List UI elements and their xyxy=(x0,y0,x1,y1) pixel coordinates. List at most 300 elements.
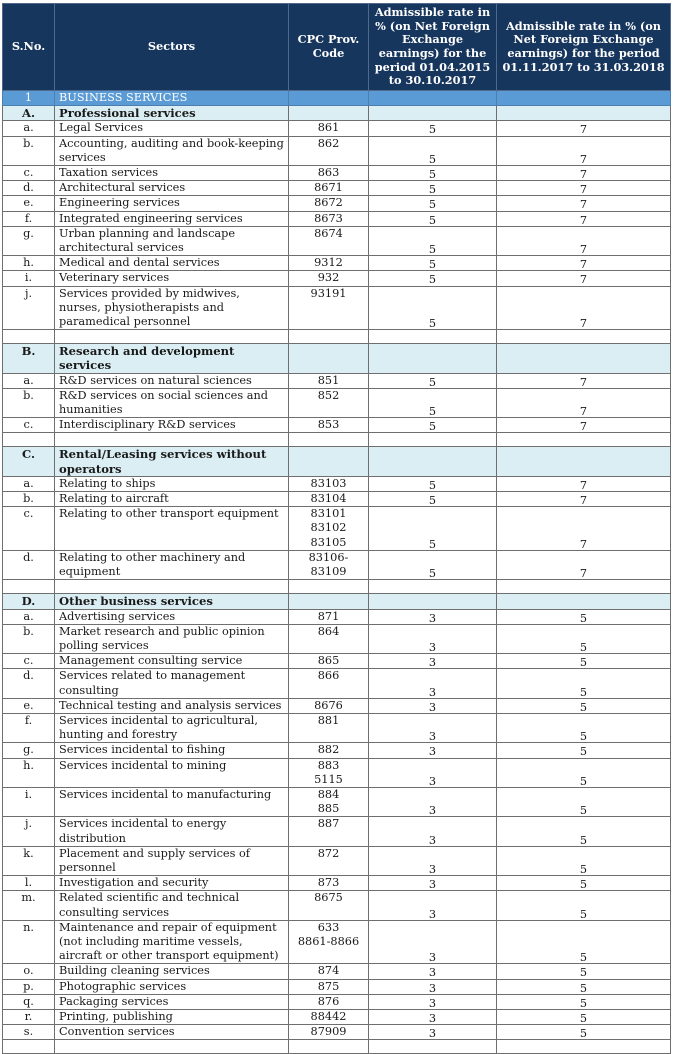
row-rate-2017-2018-value: 7 xyxy=(579,478,588,492)
row-rate-2015-2017-value: 3 xyxy=(428,656,437,669)
row-sno: n. xyxy=(3,920,55,964)
row-rate-2017-2018-value: 5 xyxy=(579,804,588,817)
row-rate-2015-2017 xyxy=(369,817,497,846)
row-rate-2017-2018-value: 5 xyxy=(579,611,588,625)
section-empty-cell xyxy=(369,344,497,373)
row-rate-2015-2017 xyxy=(369,1009,497,1024)
row-rate-2015-2017-value: 3 xyxy=(428,774,437,788)
row-rate-2015-2017 xyxy=(369,196,497,211)
row-rate-2015-2017 xyxy=(369,418,497,433)
row-rate-2015-2017 xyxy=(369,1025,497,1040)
row-cpc-code: 8672 xyxy=(289,196,369,211)
table-row xyxy=(3,743,671,758)
row-rate-2017-2018-value: 7 xyxy=(579,198,588,212)
row-rate-2015-2017-value: 3 xyxy=(428,833,437,847)
table-row xyxy=(3,758,671,787)
table-row xyxy=(3,669,671,698)
table-row xyxy=(3,698,671,713)
row-sector: Services incidental to agricultural, hunting and forestry xyxy=(55,713,289,742)
row-sector: Interdisciplinary R&D services xyxy=(55,418,289,433)
row-rate-2015-2017-value: 5 xyxy=(428,183,437,196)
table-row xyxy=(3,373,671,388)
category-label: BUSINESS SERVICES xyxy=(55,91,289,106)
row-rate-2017-2018 xyxy=(497,550,671,579)
row-rate-2015-2017-value: 5 xyxy=(428,405,437,418)
row-rate-2017-2018 xyxy=(497,181,671,196)
row-sno: k. xyxy=(3,846,55,875)
row-rate-2015-2017 xyxy=(369,226,497,255)
row-rate-2015-2017-value: 5 xyxy=(428,213,437,227)
row-sector: Taxation services xyxy=(55,166,289,181)
row-sno: c. xyxy=(3,418,55,433)
row-sector: Convention services xyxy=(55,1025,289,1040)
row-rate-2015-2017 xyxy=(369,964,497,979)
row-sno: d. xyxy=(3,669,55,698)
row-sector: Urban planning and landscape architectural services xyxy=(55,226,289,255)
row-sno: g. xyxy=(3,226,55,255)
row-sector: Accounting, auditing and book-keeping services xyxy=(55,136,289,165)
row-rate-2015-2017-value: 3 xyxy=(428,611,437,625)
table-row xyxy=(3,891,671,920)
row-cpc-code: 932 xyxy=(289,271,369,286)
row-sno: h. xyxy=(3,256,55,271)
row-rate-2015-2017-value: 5 xyxy=(428,273,437,287)
spacer-cell xyxy=(55,1040,289,1054)
section-letter: C. xyxy=(3,447,55,476)
row-rate-2015-2017 xyxy=(369,758,497,787)
row-sector: Architectural services xyxy=(55,181,289,196)
row-rate-2017-2018-value: 7 xyxy=(579,537,588,551)
row-rate-2017-2018-value: 7 xyxy=(579,123,588,137)
row-rate-2017-2018-value: 5 xyxy=(579,700,588,714)
spacer-cell xyxy=(3,330,55,344)
section-empty-cell xyxy=(369,447,497,476)
row-rate-2017-2018 xyxy=(497,669,671,698)
row-cpc-code: 8671 xyxy=(289,181,369,196)
row-rate-2015-2017 xyxy=(369,166,497,181)
table-row xyxy=(3,226,671,255)
row-rate-2015-2017-value: 5 xyxy=(428,375,437,389)
row-sector: Relating to aircraft xyxy=(55,492,289,507)
row-rate-2017-2018-value: 5 xyxy=(579,640,588,654)
row-rate-2015-2017-value: 3 xyxy=(428,745,437,759)
section-heading-row xyxy=(3,106,671,121)
row-sno: q. xyxy=(3,994,55,1009)
row-rate-2017-2018 xyxy=(497,373,671,388)
section-title: Other business services xyxy=(55,594,289,609)
table-row xyxy=(3,196,671,211)
row-rate-2017-2018-value: 5 xyxy=(579,878,588,891)
row-sector: Relating to ships xyxy=(55,476,289,491)
row-rate-2017-2018 xyxy=(497,211,671,226)
spacer-row xyxy=(3,433,671,447)
row-rate-2015-2017 xyxy=(369,609,497,624)
row-rate-2017-2018 xyxy=(497,713,671,742)
row-sector: Maintenance and repair of equipment (not including maritime vessels, aircraft or other transport equipment) xyxy=(55,920,289,964)
row-rate-2017-2018-value: 7 xyxy=(579,273,588,287)
table-row xyxy=(3,964,671,979)
row-rate-2017-2018 xyxy=(497,964,671,979)
row-rate-2015-2017 xyxy=(369,373,497,388)
row-rate-2015-2017 xyxy=(369,492,497,507)
table-row xyxy=(3,624,671,653)
row-rate-2017-2018-value: 5 xyxy=(579,685,588,699)
row-sector: Market research and public opinion polling services xyxy=(55,624,289,653)
row-rate-2017-2018-value: 7 xyxy=(579,375,588,389)
row-cpc-code: 881 xyxy=(289,713,369,742)
section-empty-cell xyxy=(497,447,671,476)
table-row xyxy=(3,550,671,579)
row-sector: Investigation and security xyxy=(55,876,289,891)
section-letter: B. xyxy=(3,344,55,373)
table-row xyxy=(3,654,671,669)
row-rate-2017-2018 xyxy=(497,271,671,286)
table-row xyxy=(3,609,671,624)
row-sector: Building cleaning services xyxy=(55,964,289,979)
spacer-row xyxy=(3,1040,671,1054)
section-heading-row xyxy=(3,344,671,373)
spacer-cell xyxy=(3,580,55,594)
row-rate-2017-2018-value: 5 xyxy=(579,862,588,876)
row-sno: a. xyxy=(3,609,55,624)
row-rate-2017-2018 xyxy=(497,994,671,1009)
row-sector: R&D services on social sciences and humanities xyxy=(55,388,289,417)
row-rate-2017-2018 xyxy=(497,507,671,551)
spacer-cell xyxy=(369,580,497,594)
row-sno: r. xyxy=(3,1009,55,1024)
header-cpc-code: CPC Prov. Code xyxy=(289,4,369,91)
row-sector: Medical and dental services xyxy=(55,256,289,271)
spacer-cell xyxy=(289,433,369,447)
row-cpc-code: 863 xyxy=(289,166,369,181)
row-rate-2017-2018 xyxy=(497,492,671,507)
row-sno: a. xyxy=(3,476,55,491)
row-rate-2017-2018-value: 5 xyxy=(579,774,588,788)
row-sno: c. xyxy=(3,166,55,181)
row-sno: c. xyxy=(3,507,55,551)
row-cpc-code: 8676 xyxy=(289,698,369,713)
category-empty-cell xyxy=(369,91,497,106)
table-row xyxy=(3,492,671,507)
row-rate-2017-2018-value: 5 xyxy=(579,730,588,743)
table-row xyxy=(3,181,671,196)
row-rate-2015-2017 xyxy=(369,624,497,653)
row-rate-2015-2017 xyxy=(369,876,497,891)
table-row xyxy=(3,507,671,551)
row-rate-2015-2017-value: 5 xyxy=(428,567,437,580)
row-rate-2015-2017 xyxy=(369,550,497,579)
row-rate-2017-2018 xyxy=(497,817,671,846)
section-letter: D. xyxy=(3,594,55,609)
row-rate-2015-2017 xyxy=(369,211,497,226)
row-rate-2015-2017 xyxy=(369,654,497,669)
row-rate-2015-2017-value: 3 xyxy=(428,640,437,654)
row-rate-2017-2018 xyxy=(497,196,671,211)
spacer-cell xyxy=(289,1040,369,1054)
row-rate-2017-2018 xyxy=(497,609,671,624)
row-sno: c. xyxy=(3,654,55,669)
row-rate-2015-2017-value: 5 xyxy=(428,258,437,271)
table-row xyxy=(3,1025,671,1040)
row-cpc-code: 8673 xyxy=(289,211,369,226)
row-rate-2017-2018-value: 7 xyxy=(579,567,588,580)
row-rate-2017-2018 xyxy=(497,286,671,330)
row-sector: Services incidental to energy distribution xyxy=(55,817,289,846)
row-rate-2017-2018 xyxy=(497,891,671,920)
row-sector: Management consulting service xyxy=(55,654,289,669)
row-rate-2015-2017-value: 3 xyxy=(428,878,437,891)
row-rate-2017-2018 xyxy=(497,136,671,165)
row-rate-2015-2017 xyxy=(369,698,497,713)
row-sno: o. xyxy=(3,964,55,979)
row-rate-2017-2018-value: 7 xyxy=(579,258,588,271)
spacer-cell xyxy=(497,1040,671,1054)
table-row xyxy=(3,979,671,994)
category-row xyxy=(3,91,671,106)
spacer-cell xyxy=(55,580,289,594)
row-rate-2017-2018 xyxy=(497,226,671,255)
spacer-cell xyxy=(55,330,289,344)
row-rate-2017-2018-value: 5 xyxy=(579,1011,588,1025)
row-sector: Veterinary services xyxy=(55,271,289,286)
row-rate-2015-2017-value: 3 xyxy=(428,981,437,995)
row-sno: b. xyxy=(3,492,55,507)
row-cpc-code: 884 885 xyxy=(289,787,369,816)
spacer-row xyxy=(3,580,671,594)
spacer-row xyxy=(3,330,671,344)
section-empty-cell xyxy=(497,344,671,373)
row-rate-2015-2017-value: 3 xyxy=(428,804,437,817)
row-cpc-code: 874 xyxy=(289,964,369,979)
row-rate-2017-2018 xyxy=(497,758,671,787)
row-sector: Photographic services xyxy=(55,979,289,994)
header-rate-2017-2018: Admissible rate in % (on Net Foreign Exchange earnings) for the period 01.11.2017 to 31.03.2018 xyxy=(497,4,671,91)
row-rate-2017-2018 xyxy=(497,418,671,433)
row-sno: a. xyxy=(3,373,55,388)
row-sno: f. xyxy=(3,713,55,742)
row-rate-2017-2018 xyxy=(497,979,671,994)
row-sector: Technical testing and analysis services xyxy=(55,698,289,713)
row-rate-2017-2018-value: 7 xyxy=(579,420,588,433)
row-rate-2015-2017 xyxy=(369,271,497,286)
row-cpc-code: 88442 xyxy=(289,1009,369,1024)
row-rate-2017-2018 xyxy=(497,121,671,136)
section-empty-cell xyxy=(289,594,369,609)
row-rate-2015-2017-value: 5 xyxy=(428,317,437,330)
row-rate-2015-2017-value: 5 xyxy=(428,494,437,507)
table-row xyxy=(3,136,671,165)
row-cpc-code: 853 xyxy=(289,418,369,433)
row-cpc-code: 872 xyxy=(289,846,369,875)
table-body xyxy=(3,91,671,1054)
row-cpc-code: 83101 83102 83105 xyxy=(289,507,369,551)
spacer-cell xyxy=(3,1040,55,1054)
row-rate-2015-2017-value: 3 xyxy=(428,862,437,876)
section-empty-cell xyxy=(289,106,369,121)
section-letter: A. xyxy=(3,106,55,121)
table-row xyxy=(3,388,671,417)
table-row xyxy=(3,920,671,964)
row-sector: R&D services on natural sciences xyxy=(55,373,289,388)
row-rate-2017-2018 xyxy=(497,787,671,816)
row-rate-2015-2017-value: 5 xyxy=(428,243,437,256)
row-cpc-code: 883 5115 xyxy=(289,758,369,787)
row-rate-2015-2017-value: 3 xyxy=(428,1027,437,1040)
row-cpc-code: 861 xyxy=(289,121,369,136)
spacer-cell xyxy=(369,330,497,344)
category-empty-cell xyxy=(289,91,369,106)
table-row xyxy=(3,846,671,875)
section-empty-cell xyxy=(497,594,671,609)
spacer-cell xyxy=(369,433,497,447)
section-empty-cell xyxy=(369,106,497,121)
category-empty-cell xyxy=(497,91,671,106)
spacer-cell xyxy=(289,330,369,344)
row-sector: Relating to other machinery and equipment xyxy=(55,550,289,579)
row-rate-2015-2017 xyxy=(369,713,497,742)
row-rate-2015-2017 xyxy=(369,669,497,698)
row-sno: b. xyxy=(3,136,55,165)
row-rate-2015-2017-value: 3 xyxy=(428,700,437,714)
row-sno: m. xyxy=(3,891,55,920)
row-rate-2015-2017-value: 5 xyxy=(428,152,437,166)
row-sector: Engineering services xyxy=(55,196,289,211)
row-rate-2017-2018-value: 5 xyxy=(579,996,588,1010)
row-cpc-code: 83103 xyxy=(289,476,369,491)
table-header xyxy=(3,4,671,91)
row-rate-2015-2017-value: 5 xyxy=(428,478,437,492)
row-cpc-code: 864 xyxy=(289,624,369,653)
row-rate-2015-2017-value: 5 xyxy=(428,198,437,212)
row-sno: b. xyxy=(3,624,55,653)
row-rate-2017-2018-value: 7 xyxy=(579,168,588,181)
row-cpc-code: 8674 xyxy=(289,226,369,255)
category-sno: 1 xyxy=(3,91,55,106)
row-sector: Services provided by midwives, nurses, physiotherapists and paramedical personnel xyxy=(55,286,289,330)
row-cpc-code: 862 xyxy=(289,136,369,165)
row-cpc-code: 87909 xyxy=(289,1025,369,1040)
row-cpc-code: 865 xyxy=(289,654,369,669)
row-rate-2015-2017 xyxy=(369,787,497,816)
row-rate-2015-2017-value: 3 xyxy=(428,996,437,1010)
section-empty-cell xyxy=(497,106,671,121)
row-sno: g. xyxy=(3,743,55,758)
row-rate-2015-2017-value: 3 xyxy=(428,966,437,980)
table-row xyxy=(3,787,671,816)
row-sno: i. xyxy=(3,271,55,286)
row-cpc-code: 9312 xyxy=(289,256,369,271)
row-rate-2015-2017 xyxy=(369,994,497,1009)
section-empty-cell xyxy=(289,447,369,476)
row-sno: e. xyxy=(3,196,55,211)
row-rate-2015-2017-value: 3 xyxy=(428,907,437,921)
row-cpc-code: 866 xyxy=(289,669,369,698)
row-rate-2017-2018 xyxy=(497,388,671,417)
table-row xyxy=(3,256,671,271)
row-rate-2015-2017-value: 3 xyxy=(428,685,437,699)
row-rate-2015-2017 xyxy=(369,476,497,491)
row-sector: Services incidental to fishing xyxy=(55,743,289,758)
spacer-cell xyxy=(497,433,671,447)
table-row xyxy=(3,211,671,226)
row-sno: i. xyxy=(3,787,55,816)
row-sno: f. xyxy=(3,211,55,226)
row-cpc-code: 887 xyxy=(289,817,369,846)
row-rate-2017-2018 xyxy=(497,743,671,758)
row-rate-2017-2018-value: 5 xyxy=(579,656,588,669)
row-cpc-code: 93191 xyxy=(289,286,369,330)
row-rate-2017-2018 xyxy=(497,920,671,964)
row-rate-2015-2017 xyxy=(369,256,497,271)
row-rate-2015-2017 xyxy=(369,846,497,875)
row-rate-2017-2018-value: 5 xyxy=(579,833,588,847)
row-sector: Printing, publishing xyxy=(55,1009,289,1024)
section-heading-row xyxy=(3,447,671,476)
row-rate-2015-2017-value: 5 xyxy=(428,420,437,433)
row-sno: h. xyxy=(3,758,55,787)
row-rate-2017-2018-value: 5 xyxy=(579,1027,588,1040)
row-rate-2017-2018-value: 7 xyxy=(579,317,588,330)
spacer-cell xyxy=(497,580,671,594)
row-rate-2017-2018-value: 7 xyxy=(579,152,588,166)
row-sector: Services incidental to mining xyxy=(55,758,289,787)
row-sno: d. xyxy=(3,550,55,579)
row-sno: p. xyxy=(3,979,55,994)
row-cpc-code: 875 xyxy=(289,979,369,994)
section-empty-cell xyxy=(369,594,497,609)
row-cpc-code: 83106- 83109 xyxy=(289,550,369,579)
row-rate-2015-2017-value: 5 xyxy=(428,168,437,181)
section-empty-cell xyxy=(289,344,369,373)
row-rate-2017-2018-value: 5 xyxy=(579,907,588,921)
row-cpc-code: 83104 xyxy=(289,492,369,507)
row-rate-2017-2018 xyxy=(497,624,671,653)
row-rate-2017-2018-value: 7 xyxy=(579,183,588,196)
row-sector: Services incidental to manufacturing xyxy=(55,787,289,816)
row-sector: Legal Services xyxy=(55,121,289,136)
row-sector: Advertising services xyxy=(55,609,289,624)
table-row xyxy=(3,1009,671,1024)
row-rate-2017-2018 xyxy=(497,876,671,891)
row-cpc-code: 852 xyxy=(289,388,369,417)
table-row xyxy=(3,418,671,433)
row-sno: s. xyxy=(3,1025,55,1040)
row-cpc-code: 851 xyxy=(289,373,369,388)
row-rate-2015-2017 xyxy=(369,507,497,551)
row-rate-2015-2017 xyxy=(369,920,497,964)
row-rate-2015-2017 xyxy=(369,891,497,920)
row-sno: j. xyxy=(3,817,55,846)
row-cpc-code: 8675 xyxy=(289,891,369,920)
row-rate-2017-2018 xyxy=(497,476,671,491)
table-row xyxy=(3,994,671,1009)
row-rate-2015-2017 xyxy=(369,743,497,758)
row-sector: Relating to other transport equipment xyxy=(55,507,289,551)
section-heading-row xyxy=(3,594,671,609)
row-sector: Integrated engineering services xyxy=(55,211,289,226)
spacer-cell xyxy=(55,433,289,447)
row-rate-2017-2018-value: 7 xyxy=(579,213,588,227)
row-rate-2017-2018-value: 5 xyxy=(579,981,588,995)
row-rate-2015-2017-value: 3 xyxy=(428,951,437,964)
row-rate-2017-2018 xyxy=(497,846,671,875)
row-rate-2015-2017 xyxy=(369,136,497,165)
row-rate-2015-2017-value: 3 xyxy=(428,730,437,743)
row-sector: Services related to management consulting xyxy=(55,669,289,698)
row-rate-2017-2018-value: 5 xyxy=(579,951,588,964)
row-rate-2015-2017 xyxy=(369,388,497,417)
row-rate-2017-2018-value: 7 xyxy=(579,494,588,507)
